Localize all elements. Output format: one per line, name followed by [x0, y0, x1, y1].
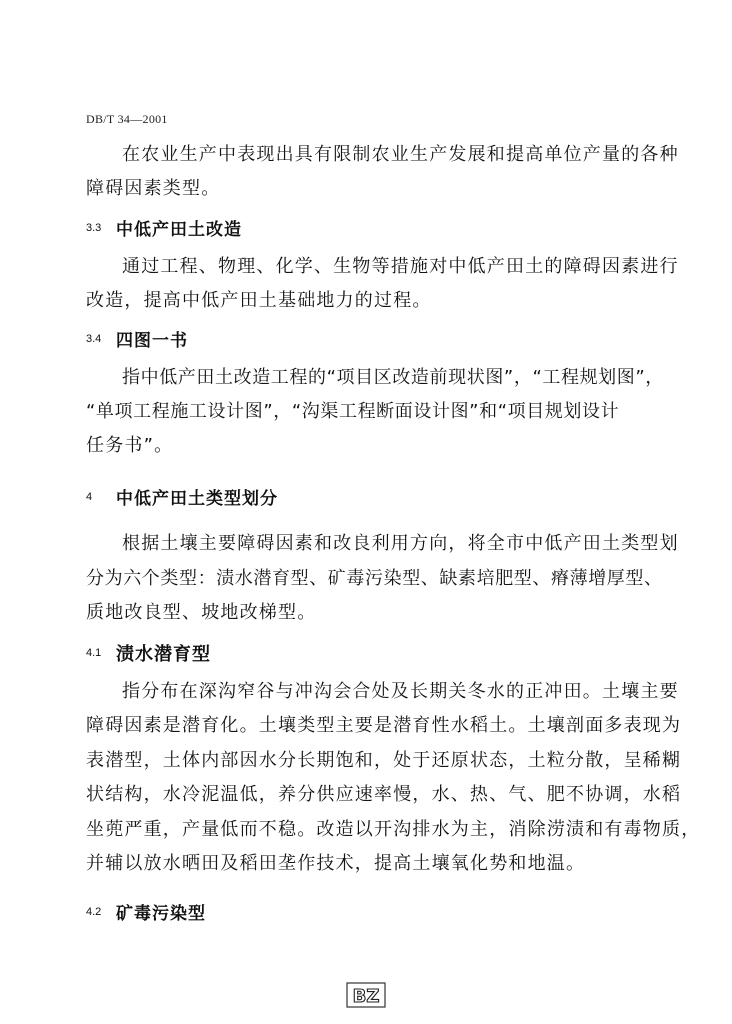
paragraph-line: 障碍因素是潜育化。土壤类型主要是潜育性水稻土。土壤剖面多表现为	[86, 715, 682, 736]
section-title: 中低产田土类型划分	[116, 489, 278, 509]
document-code: DB/T 34—2001	[86, 112, 168, 126]
paragraph-line: 表潜型，土体内部因水分长期饱和，处于还原状态，土粒分散，呈稀糊	[86, 750, 682, 771]
section-heading-3-4	[86, 326, 188, 351]
paragraph-line: 指分布在深沟窄谷与冲沟会合处及长期关冬水的正冲田。土壤主要	[122, 681, 679, 702]
section-number: 4.2	[86, 905, 102, 918]
section-heading-3-3	[86, 215, 242, 240]
paragraph-line: 在农业生产中表现出具有限制农业生产发展和提高单位产量的各种	[122, 144, 679, 165]
paragraph-line: 通过工程、物理、化学、生物等措施对中低产田土的障碍因素进行	[122, 256, 679, 277]
paragraph-line: 并辅以放水晒田及稻田垄作技术，提高土壤氧化势和地温。	[86, 853, 586, 874]
section-number: 3.3	[86, 221, 102, 234]
paragraph-line: 质地改良型、坡地改梯型。	[86, 602, 317, 623]
section-number: 4.1	[86, 647, 102, 659]
paragraph-line: 坐蔸严重，产量低而不稳。改造以开沟排水为主，消除涝渍和有毒物质，	[86, 819, 701, 840]
section-title: 渍水潜育型	[116, 644, 211, 665]
section-title: 矿毒污染型	[116, 904, 206, 924]
paragraph-line: 分为六个类型：渍水潜育型、矿毒污染型、缺素培肥型、瘠薄增厚型、	[86, 568, 663, 589]
section-number: 4	[86, 490, 93, 503]
paragraph-line: 改造，提高中低产田土基础地力的过程。	[86, 290, 432, 311]
section-number: 3.4	[86, 332, 102, 345]
section-title: 四图一书	[116, 331, 188, 351]
paragraph-line: 任务书”。	[86, 435, 174, 456]
section-heading-4	[86, 484, 278, 509]
paragraph-line: 指中低产田土改造工程的“项目区改造前现状图”，“工程规划图”，	[122, 367, 664, 388]
section-heading-4-1	[86, 640, 211, 666]
paragraph-line: 根据土壤主要障碍因素和改良利用方向，将全市中低产田土类型划	[122, 533, 679, 554]
paragraph-line: “单项工程施工设计图”，“沟渠工程断面设计图”和“项目规划设计	[86, 401, 620, 422]
logo-text: BZ	[352, 986, 380, 1007]
bz-logo-icon	[346, 982, 386, 1008]
paragraph-line: 障碍因素类型。	[86, 178, 221, 199]
section-heading-4-2	[86, 899, 206, 924]
section-title: 中低产田土改造	[116, 220, 242, 240]
paragraph-line: 状结构，水冷泥温低，养分供应速率慢，水、热、气、肥不协调，水稻	[86, 784, 682, 805]
